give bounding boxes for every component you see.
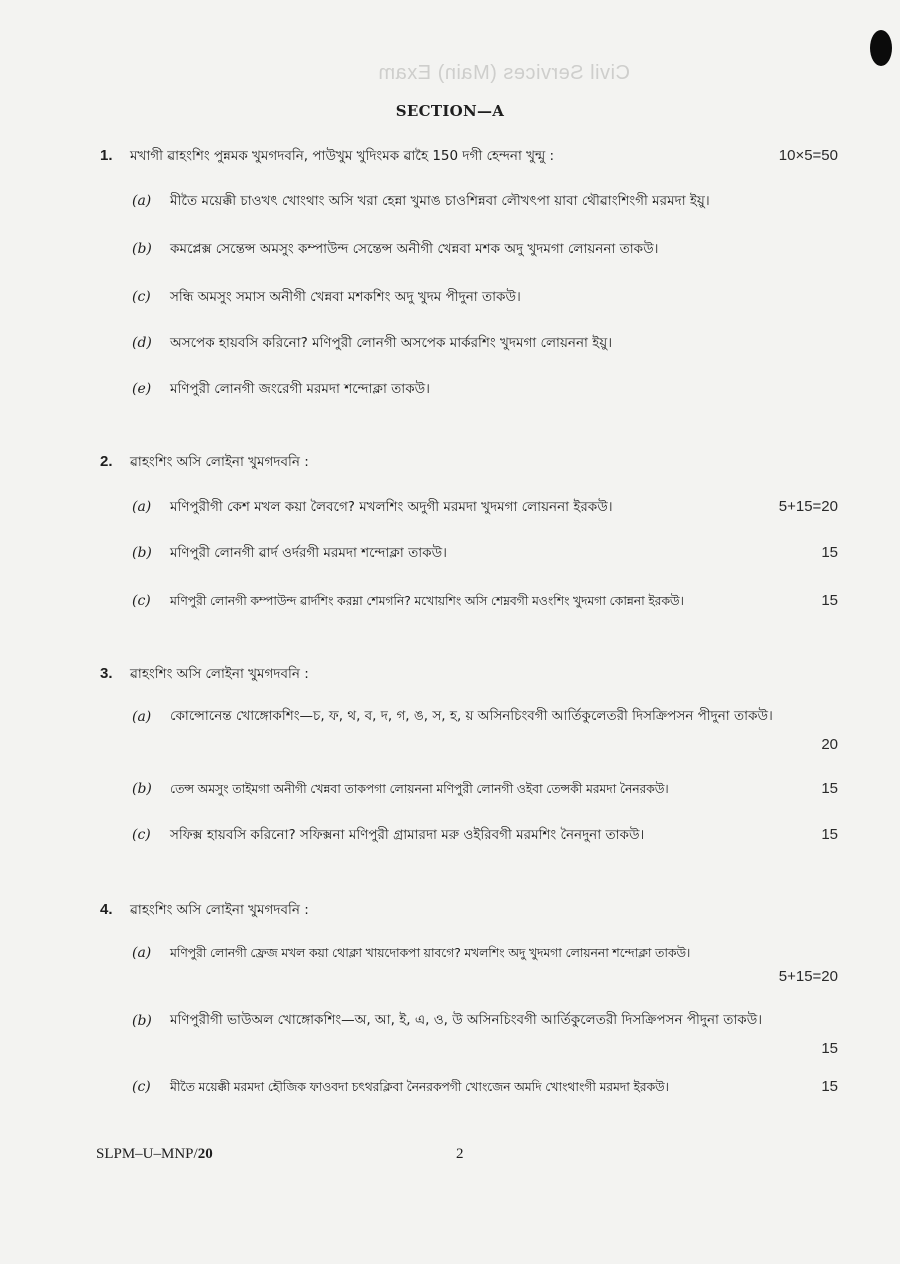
question-number: 1. [100, 147, 113, 164]
question-1 [100, 146, 838, 170]
item-label: (c) [132, 1079, 151, 1095]
item-text: অসপেক হায়বসি করিনো? মণিপুরী লোনগী অসপেক মার্করশিং খুদমগা লোয়ননা ইয়ু। [170, 335, 613, 351]
item-marks: 5+15=20 [778, 498, 838, 515]
question-number: 2. [100, 453, 113, 470]
item-label: (c) [132, 593, 151, 609]
item-marks: 5+15=20 [778, 968, 838, 985]
item-text: সন্ধি অমসুং সমাস অনীগী খেন্নবা মশকশিং অদু খুদম পীদুনা তাকউ। [170, 289, 521, 305]
page-number: 2 [456, 1146, 464, 1162]
item-marks: 20 [821, 736, 838, 753]
question-3 [100, 664, 838, 688]
item-marks: 15 [821, 544, 838, 561]
question-3-item-a [132, 702, 838, 762]
item-marks: 15 [821, 780, 838, 797]
question-4-item-b [132, 1006, 838, 1066]
item-marks: 15 [821, 826, 838, 843]
item-text: মণিপুরী লোনগী জংরেগী মরমদা শন্দোক্লা তাকউ। [170, 381, 430, 397]
item-text: মণিপুরী লোনগী ৱার্দ ওর্দরগী মরমদা শন্দোক্লা তাকউ। [170, 545, 447, 561]
item-text: মীতৈ ময়েক্কী মরমদা হৌজিক ফাওবদা চৎথরক্লিবা নৈনরকপগী খোংজেন অমদি খোংথাংগী মরমদা ইরকউ। [170, 1079, 669, 1094]
item-marks: 15 [821, 1078, 838, 1095]
item-text: মণিপুরী লোনগী ফ্রেজ মখল কয়া থোক্লা খায়দোকপা য়াবগে? মখলশিং অদু খুদমগা লোয়ননা শন্দোক্লা তাকউ। [170, 945, 691, 960]
item-text: মণিপুরীগী ভাউঅল খোঙ্গোকশিং—অ, আ, ই, এ, ও, উ অসিনচিংবগী আর্তিকুলেতরী দিসক্রিপসন পীদুনা তাকউ। [170, 1012, 763, 1028]
item-text: মণিপুরীগী কেশ মখল কয়া লৈবগে? মখলশিং অদুগী মরমদা খুদমগা লোয়ননা ইরকউ। [170, 499, 613, 515]
question-4 [100, 900, 838, 924]
punch-hole-mark [870, 30, 892, 66]
item-label: (c) [132, 289, 151, 305]
item-text: কোন্সোনেন্ত খোঙ্গোকশিং—চ, ফ, থ, ব, দ, গ, ঙ, স, হ, য় অসিনচিংবগী আর্তিকুলেতরী দিসক্রিপসন পীদুনা তাকউ। [170, 708, 773, 724]
item-label: (a) [132, 499, 152, 515]
question-text: মখাগী ৱাহংশিং পুন্নমক খুমগদবনি, পাউখুম খুদিংমক ৱাহৈ 150 দগী হেন্দনা খুন্মু : [130, 148, 555, 164]
item-label: (e) [132, 381, 152, 397]
paper-code: SLPM–U–MNP/20 [96, 1146, 213, 1162]
item-label: (b) [132, 241, 152, 257]
item-text: সফিক্স হায়বসি করিনো? সফিক্সনা মণিপুরী গ্রামারদা মরু ওইরিবগী মরমশিং নৈনদুনা তাকউ। [170, 827, 645, 843]
question-2 [100, 452, 838, 476]
question-number: 3. [100, 665, 113, 682]
item-marks: 15 [821, 1040, 838, 1057]
item-label: (b) [132, 1013, 152, 1029]
question-text: ৱাহংশিং অসি লোইনা খুমগদবনি : [130, 454, 309, 470]
section-title: SECTION—A [395, 102, 505, 120]
item-label: (d) [132, 335, 152, 351]
question-4-item-a [132, 938, 838, 998]
item-label: (b) [132, 781, 152, 797]
item-marks: 15 [821, 592, 838, 609]
item-text: কমপ্লেক্স সেন্তেন্স অমসুং কম্পাউন্দ সেন্তেন্স অনীগী খেন্নবা মশক অদু খুদমগা লোয়ননা তাকউ। [170, 241, 659, 257]
question-number: 4. [100, 901, 113, 918]
item-text: তেন্স অমসুং তাইমগা অনীগী খেন্নবা তাকপগা লোয়ননা মণিপুরী লোনগী ওইবা তেন্সকী মরমদা নৈনরকউ। [170, 781, 669, 796]
item-label: (a) [132, 709, 152, 725]
question-marks: 10×5=50 [778, 147, 838, 164]
item-text: মীতৈ ময়েক্কী চাওখৎ খোংথাং অসি খরা হেন্না খুমাঙ চাওশিন্নবা লৌখৎপা য়াবা থৌৱাংশিংগী মরমদা ইয়ু। [170, 193, 710, 209]
item-label: (b) [132, 545, 152, 561]
bleed-through-text: Civil Services (Main) Exam [378, 62, 630, 84]
question-text: ৱাহংশিং অসি লোইনা খুমগদবনি : [130, 902, 309, 918]
item-label: (a) [132, 945, 152, 961]
question-text: ৱাহংশিং অসি লোইনা খুমগদবনি : [130, 666, 309, 682]
item-label: (a) [132, 193, 152, 209]
item-label: (c) [132, 827, 151, 843]
item-text: মণিপুরী লোনগী কম্পাউন্দ ৱার্দশিং করম্না শেমগনি? মখোয়শিং অসি শেম্নবগী মওংশিং খুদমগা কোন্ননা ইরকউ। [170, 593, 684, 608]
